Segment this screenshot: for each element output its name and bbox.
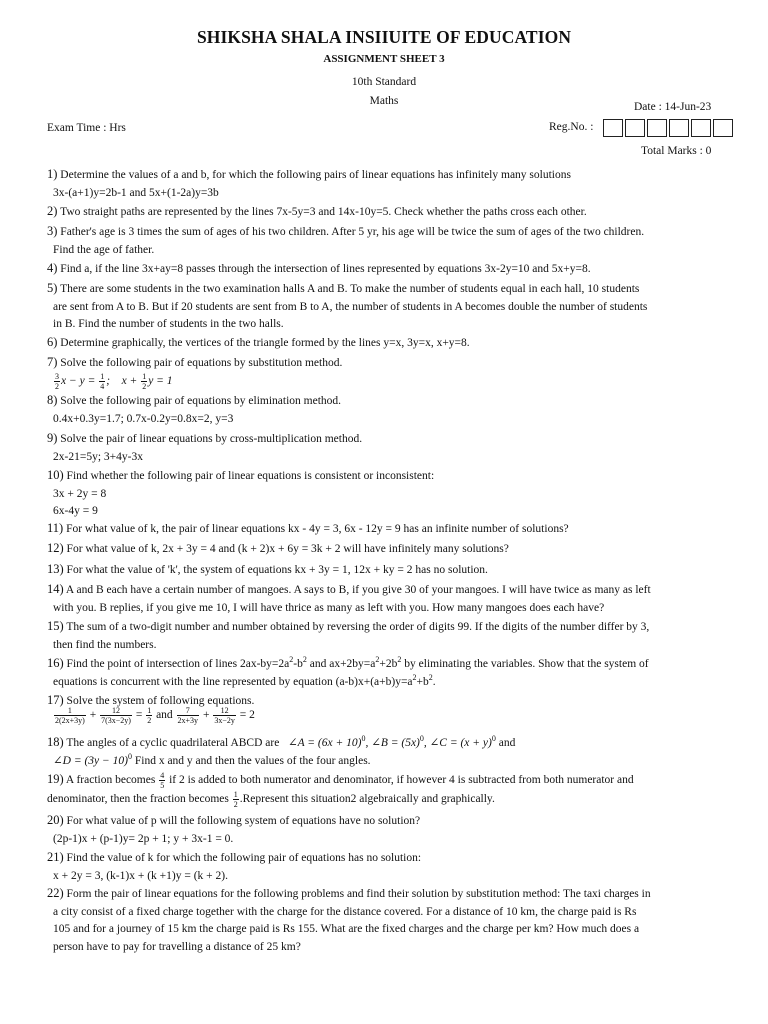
question-text: Find the point of intersection of lines 2ax-by=2a [66, 658, 290, 670]
question-number: 19) [47, 772, 64, 787]
question-3 [47, 223, 725, 259]
question-number: 14) [47, 582, 64, 596]
question-text: Find the value of k for which the following pair of equations has no solution: [66, 852, 422, 864]
question-text: then find the numbers. [53, 638, 157, 651]
question-10 [47, 467, 725, 521]
reg-no-box [603, 119, 623, 137]
question-20 [47, 812, 725, 848]
question-text: A and B each have a certain number of mangoes. A says to B, if you give 30 of your mangoes. I will have twice as many as left [65, 584, 651, 596]
question-text: equations is concurrent with the line represented by equation (a-b)x+(a+b)y=a [53, 675, 413, 688]
question-text: in B. Find the number of students in the two halls. [53, 318, 284, 330]
question-number: 9) [47, 431, 58, 445]
question-text: 6x-4y = 9 [53, 505, 98, 517]
question-1 [47, 166, 725, 202]
date-label: Date : 14-Jun-23 [634, 101, 712, 113]
question-18: 18) The angles of a cyclic quadrilateral ABCD are ∠A = $(6x + 10)^0$, ∠B = $(5x)^0$, ∠C = $(x + y)^0$ and ∠D = $(3y - 10)^0$ Find x and y and then the values of the four angles. [47, 734, 516, 767]
question-4 [47, 260, 725, 279]
question-13 [47, 561, 725, 580]
question-text: 3x-(a+1)y=2b-1 and 5x+(1-2a)y=3b [53, 186, 219, 199]
question-2 [47, 203, 725, 222]
subject-label: Maths [369, 95, 399, 107]
reg-no-box [713, 119, 733, 137]
reg-no-box [647, 119, 667, 137]
fraction: $\frac{3}{2}$ [55, 372, 59, 391]
question-text: (2p-1)x + (p-1)y= 2p + 1; y + 3x-1 = 0. [53, 832, 234, 845]
question-number: 18) [47, 735, 64, 749]
question-number: 3) [47, 224, 58, 238]
math-expression: y = 1 [148, 375, 173, 388]
question-text: Form the pair of linear equations for the following problems and find their solution by substitution method: The taxi charges in [66, 888, 651, 900]
fraction: $\frac{12}{3x-2y}$ [214, 706, 235, 725]
question-text: There are some students in the two examination halls A and B. To make the number of students equal in each hall, 10 students [60, 283, 640, 295]
question-number: 1) [47, 167, 58, 181]
fraction: $\frac{4}{5}$ [160, 771, 165, 790]
question-17-equation: $\frac{1}{2(2x+3y)}$ + $\frac{12}{7(3x-2y)}$ = $\frac{1}{2}$ and $\frac{7}{2x+3y}$ + $\frac{12}{3x-2y}$ = 2 [55, 706, 255, 725]
question-19 [47, 771, 725, 809]
question-7-equation [47, 372, 725, 391]
question-text: Solve the following pair of equations by elimination method. [60, 395, 342, 407]
question-22 [47, 885, 725, 956]
institute-title: SHIKSHA SHALA INSIIUITE OF EDUCATION [196, 27, 572, 47]
question-text: .Represent this situation2 algebraically and graphically. [239, 793, 495, 806]
math-expression: ∠D = (3y − 10) [53, 754, 128, 767]
question-number: 11) [47, 521, 64, 535]
question-text: For what the value of 'k', the system of equations kx + 3y = 1, 12x + ky = 2 has no solution. [66, 564, 488, 576]
question-text: if 2 is added to both numerator and denominator, if however 4 is subtracted from both numerator and [169, 774, 634, 787]
reg-no-box [669, 119, 689, 137]
fraction: $\frac{1}{2(2x+3y)}$ [55, 706, 85, 725]
question-text: For what value of k, the pair of linear equations kx - 4y = 3, 6x - 12y = 9 has an infinite number of solutions? [66, 523, 569, 535]
question-number: 10) [47, 468, 64, 482]
question-8 [47, 392, 725, 428]
question-text: are sent from A to B. But if 20 students are sent from B to A, the number of students in A becomes double the number of students [53, 300, 648, 313]
math-expression: ; x + [106, 375, 138, 388]
question-text: Father's age is 3 times the sum of ages of his two children. After 5 yr, his age will be twice the sum of ages of the two children. [60, 226, 645, 238]
question-16: 16) Find the point of intersection of lines $2ax-by=2a^2-b^2$ and $ax+2by=a^2+2b^2$ by eliminating the variables. Show that the system of equations is concurrent with the line represented by equation $(a-b)x+(a+b)y=a^2+b^2$. [47, 655, 649, 688]
reg-no-label: Reg.No. : [549, 121, 594, 133]
fraction: $\frac{1}{2}$ [233, 790, 238, 809]
fraction: $\frac{7}{2x+3y}$ [177, 706, 199, 725]
question-text: 3x + 2y = 8 [53, 487, 107, 500]
reg-no-boxes [603, 119, 735, 137]
question-text: Determine the values of a and b, for which the following pairs of linear equations has infinitely many solutions [60, 169, 571, 181]
question-text: 105 and for a journey of 15 km the charge paid is Rs 155. What are the fixed charges and the charge per km? How much does a [53, 923, 640, 935]
question-text: Find the age of father. [53, 243, 155, 256]
question-11 [47, 520, 725, 539]
fraction: $\frac{1}{4}$ [100, 372, 105, 391]
question-text: For what value of k, 2x + 3y = 4 and (k + 2)x + 6y = 3k + 2 will have infinitely many solutions? [66, 543, 509, 555]
question-text: Solve the following pair of equations by substitution method. [60, 357, 343, 369]
reg-no-box [625, 119, 645, 137]
question-text: The sum of a two-digit number and number obtained by reversing the order of digits 99. If the digits of the number differ by 3, [66, 621, 650, 633]
question-number: 5) [47, 281, 58, 295]
exam-time-label: Exam Time : Hrs [47, 122, 126, 134]
question-7 [47, 354, 725, 373]
question-9 [47, 430, 725, 466]
question-number: 21) [47, 850, 64, 864]
question-number: 6) [47, 335, 58, 349]
fraction: $\frac{1}{2}$ [147, 706, 152, 725]
question-number: 16) [47, 656, 64, 670]
fraction: $\frac{12}{7(3x-2y)}$ [101, 706, 131, 725]
question-text: Solve the system of following equations. [66, 695, 255, 707]
question-text: person have to pay for travelling a distance of 25 km? [53, 940, 301, 953]
reg-no-box [691, 119, 711, 137]
question-number: 22) [47, 886, 64, 900]
question-text: a city consist of a fixed charge together with the charge for the distance covered. For a distance of 10 km, the charge paid is Rs [53, 905, 637, 918]
question-number: 15) [47, 619, 64, 633]
question-21 [47, 849, 725, 885]
question-text: Determine graphically, the vertices of the triangle formed by the lines y=x, 3y=x, x+y=8. [60, 337, 470, 349]
question-text: x + 2y = 3, (k-1)x + (k +1)y = (k + 2). [53, 869, 228, 882]
fraction: $\frac{1}{2}$ [142, 372, 147, 391]
question-text: with you. B replies, if you give me 10, I will have thrice as many as left with you. How many mangoes does each have? [53, 601, 605, 614]
question-number: 17) [47, 693, 64, 707]
question-number: 20) [47, 813, 64, 827]
question-5 [47, 280, 725, 334]
question-text: The angles of a cyclic quadrilateral ABCD are [66, 737, 280, 749]
question-text: 2x-21=5y; 3+4y-3x [53, 450, 143, 463]
total-marks-label: Total Marks : 0 [641, 145, 712, 157]
question-text: Two straight paths are represented by the lines 7x-5y=3 and 14x-10y=5. Check whether the paths cross each other. [60, 206, 587, 218]
standard-label: 10th Standard [351, 76, 417, 88]
question-12 [47, 540, 725, 559]
question-text: Find x and y and then the values of the four angles. [134, 754, 371, 767]
question-text: A fraction becomes [65, 774, 156, 787]
math-expression: x − y = [61, 375, 96, 388]
question-text: 0.4x+0.3y=1.7; 0.7x-0.2y=0.8x=2, y=3 [53, 412, 234, 425]
question-6 [47, 334, 725, 353]
question-15 [47, 618, 725, 654]
assignment-title: ASSIGNMENT SHEET 3 [323, 53, 445, 65]
question-text: Solve the pair of linear equations by cross-multiplication method. [60, 433, 363, 445]
question-number: 12) [47, 541, 64, 555]
question-number: 13) [47, 562, 64, 576]
question-number: 4) [47, 261, 58, 275]
question-14 [47, 581, 725, 617]
question-number: 2) [47, 204, 58, 218]
question-number: 7) [47, 355, 58, 369]
question-number: 8) [47, 393, 58, 407]
question-text: For what value of p will the following system of equations have no solution? [66, 815, 421, 827]
question-text: denominator, then the fraction becomes [47, 793, 229, 806]
math-expression: ∠A = (6x + 10) [287, 737, 362, 749]
question-text: Find a, if the line 3x+ay=8 passes through the intersection of lines represented by equations 3x-2y=10 and 5x+y=8. [60, 263, 591, 275]
question-text: Find whether the following pair of linear equations is consistent or inconsistent: [66, 470, 435, 482]
